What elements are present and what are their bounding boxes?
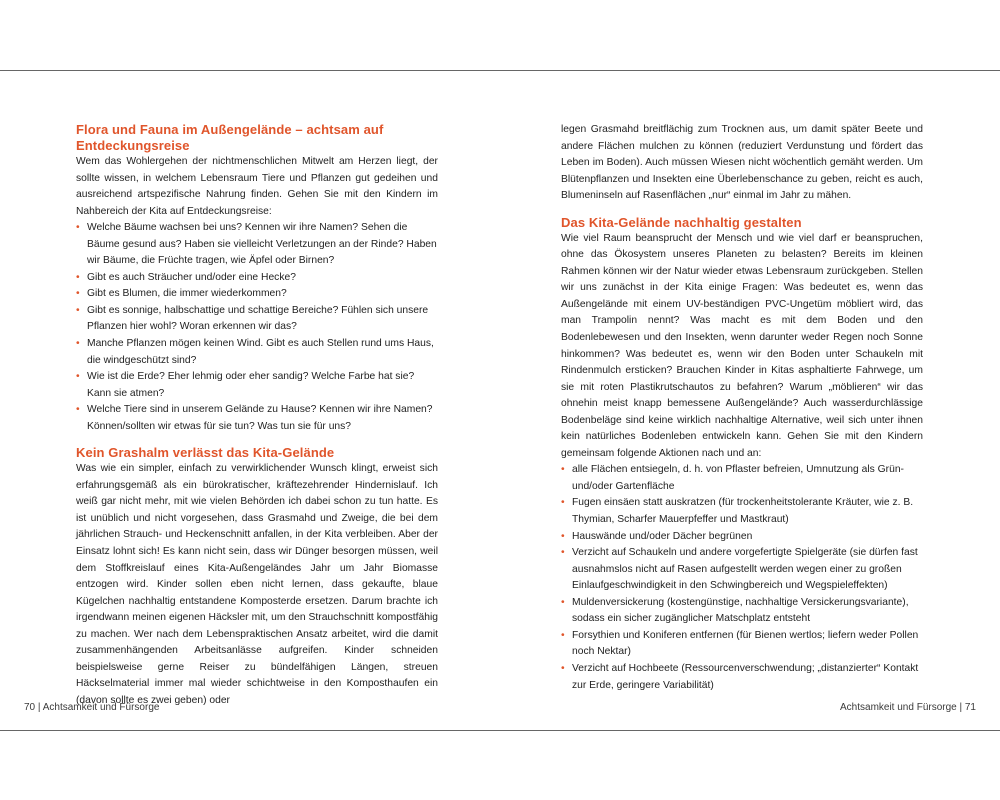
list-item: • Verzicht auf Schaukeln und andere vorgefertigte Spielgeräte (sie dürfen fast ausnahmslos nicht auf Rasen aufgestellt werden wegen einer zu großen Einlaufgeschwindigkeit in den Schwingbereich und Wegspieleffekten) — [561, 545, 923, 595]
list-item: • Wie ist die Erde? Eher lehmig oder eher sandig? Welche Farbe hat sie? Kann sie atmen? — [76, 369, 438, 402]
body-paragraph: Wie viel Raum beansprucht der Mensch und wie viel darf er beanspruchen, ohne das Ökosystem unseres Planeten zu belasten? Bereits im kleinen Rahmen können wir der Natur wieder etwas Lebensraum zurückgeben. Stellen wir uns zunächst in der Kita einige Fragen: Was bedeutet es, wenn das Außengelände mit einem UV-beständigen PVC-Ungetüm möbliert wird, das man Trampolin nennt? Was macht es mit dem Boden und den Bodenlebewesen und den Insekten, wenn darunter weder Regen noch Sonne hinkommen? Was bedeutet es, wenn wir den Boden unter Schaukeln mit Rindenmulch ersticken? Brauchen Kinder in Kitas asphaltierte Fahrwege, um sie mit roten Plastikrutschautos zu befahren? Warum „möblieren“ wir das ohnehin meist knapp bemessene Außengelände? Auch wasserdurchlässige Bodenbeläge sind keine wirklich nachhaltige Alternative, weil sich unter ihnen kein natürliches Bodenleben entwickeln kann. Gehen Sie mit den Kindern gemeinsam folgende Aktionen nach und an: — [561, 232, 923, 459]
action-list — [561, 462, 923, 694]
continued-paragraph: legen Grasmahd breitflächig zum Trocknen aus, um damit später Beete und andere Flächen mulchen zu können (reduziert Verdunstung und fördert das Leben im Boden). Auch müssen Wiesen nicht wöchentlich gemäht werden. Um Blütenpflanzen und Insekten eine Überlebenschance zu geben, reicht es auch, Blumeninseln auf Rasenflächen „nur“ einmal im Jahr zu mähen. — [561, 124, 923, 202]
list-item: • Gibt es Blumen, die immer wiederkommen? — [76, 286, 438, 303]
list-item: • Fugen einsäen statt auskratzen (für trockenheitstolerante Kräuter, wie z. B. Thymian, Scharfer Mauerpfeffer und Mastkraut) — [561, 495, 923, 528]
list-item: • Gibt es sonnige, halbschattige und schattige Bereiche? Fühlen sich unsere Pflanzen hier wohl? Woran erkennen wir das? — [76, 303, 438, 336]
list-item: • Forsythien und Koniferen entfernen (für Bienen wertlos; liefern weder Pollen noch Nektar) — [561, 628, 923, 661]
list-item: • Hauswände und/oder Dächer begrünen — [561, 529, 923, 546]
list-item: • Welche Bäume wachsen bei uns? Kennen wir ihre Namen? Sehen die Bäume gesund aus? Haben sie vielleicht Verletzungen an der Rinde? Haben wir Bäume, die Früchte tragen, wie Äpfel oder Birnen? — [76, 220, 438, 270]
list-item: • Verzicht auf Hochbeete (Ressourcenverschwendung; „distanzierter“ Kontakt zur Erde, geringere Variabilität) — [561, 661, 923, 694]
heading-nachhaltig: Das Kita-Gelände nachhaltig gestalten — [561, 214, 802, 230]
left-page-column — [76, 122, 438, 710]
list-item: • alle Flächen entsiegeln, d. h. von Pflaster befreien, Umnutzung als Grün- und/oder Gartenfläche — [561, 462, 923, 495]
list-item: • Manche Pflanzen mögen keinen Wind. Gibt es auch Stellen rund ums Haus, die windgeschützt sind? — [76, 336, 438, 369]
intro-paragraph: Wem das Wohlergehen der nichtmenschlichen Mitwelt am Herzen liegt, der sollte wissen, in welchem Lebensraum Tiere und Pflanzen gut gedeihen und ausreichend artspezifische Nahrung finden. Gehen Sie mit den Kindern im Nahbereich der Kita auf Entdeckungsreise: — [76, 156, 438, 217]
body-paragraph: Was wie ein simpler, einfach zu verwirklichender Wunsch klingt, erweist sich erfahrungsgemäß als ein bürokratischer, kräftezehrender Hindernislauf. Ich weiß gar nicht mehr, mit wie vielen Behörden ich dabei schon zu tun hatte. Es ist unüblich und nicht vorgesehen, dass Grasmahd und Zweige, die bei dem jährlichen Strauch- und Heckenschnitt anfallen, in der Kita verbleiben. Aber der Einsatz lohnt sich! Es kann nicht sein, dass wir Dünger besorgen müssen, weil dem Stoffkreislauf eines Kita-Außengeländes Jahr um Jahr Biomasse entzogen wird. Kinder sollen eben nicht lernen, dass gekaufte, blaue Kügelchen nachhaltig entstandene Komposterde ersetzen. Darum brachte ich irgendwann meinen eigenen Häcksler mit, um den Strauchschnitt kompostfähig zu machen. Wer nach dem Lebenspraktischen Ansatz arbeitet, wird die damit zusammenhängenden Arbeitsanlässe aufgreifen. Kinder schneiden beispielsweise gerne Reiser zu bündelfähigen Längen, streuen Häckselmaterial immer mal wieder schichtweise in den Komposthaufen ein (davon sollte es zwei geben) oder — [76, 463, 438, 706]
list-item: • Muldenversickerung (kostengünstige, nachhaltige Versickerungsvariante), sodass ein sicher zugänglicher Matschplatz entsteht — [561, 595, 923, 628]
heading-grashalm: Kein Grashalm verlässt das Kita-Gelände — [76, 445, 335, 461]
heading-flora-fauna: Flora und Fauna im Außengelände – achtsam auf Entdeckungsreise — [76, 122, 384, 153]
question-list — [76, 220, 438, 435]
bottom-rule — [0, 730, 1000, 731]
right-page-column — [561, 122, 923, 694]
footer-left-page-number: 70 | Achtsamkeit und Fürsorge — [24, 702, 160, 713]
list-item: • Welche Tiere sind in unserem Gelände zu Hause? Kennen wir ihre Namen? Können/sollten wir etwas für sie tun? Was tun sie für uns? — [76, 402, 438, 435]
list-item: • Gibt es auch Sträucher und/oder eine Hecke? — [76, 270, 438, 287]
footer-right-page-number: Achtsamkeit und Fürsorge | 71 — [840, 702, 976, 713]
top-rule — [0, 70, 1000, 71]
